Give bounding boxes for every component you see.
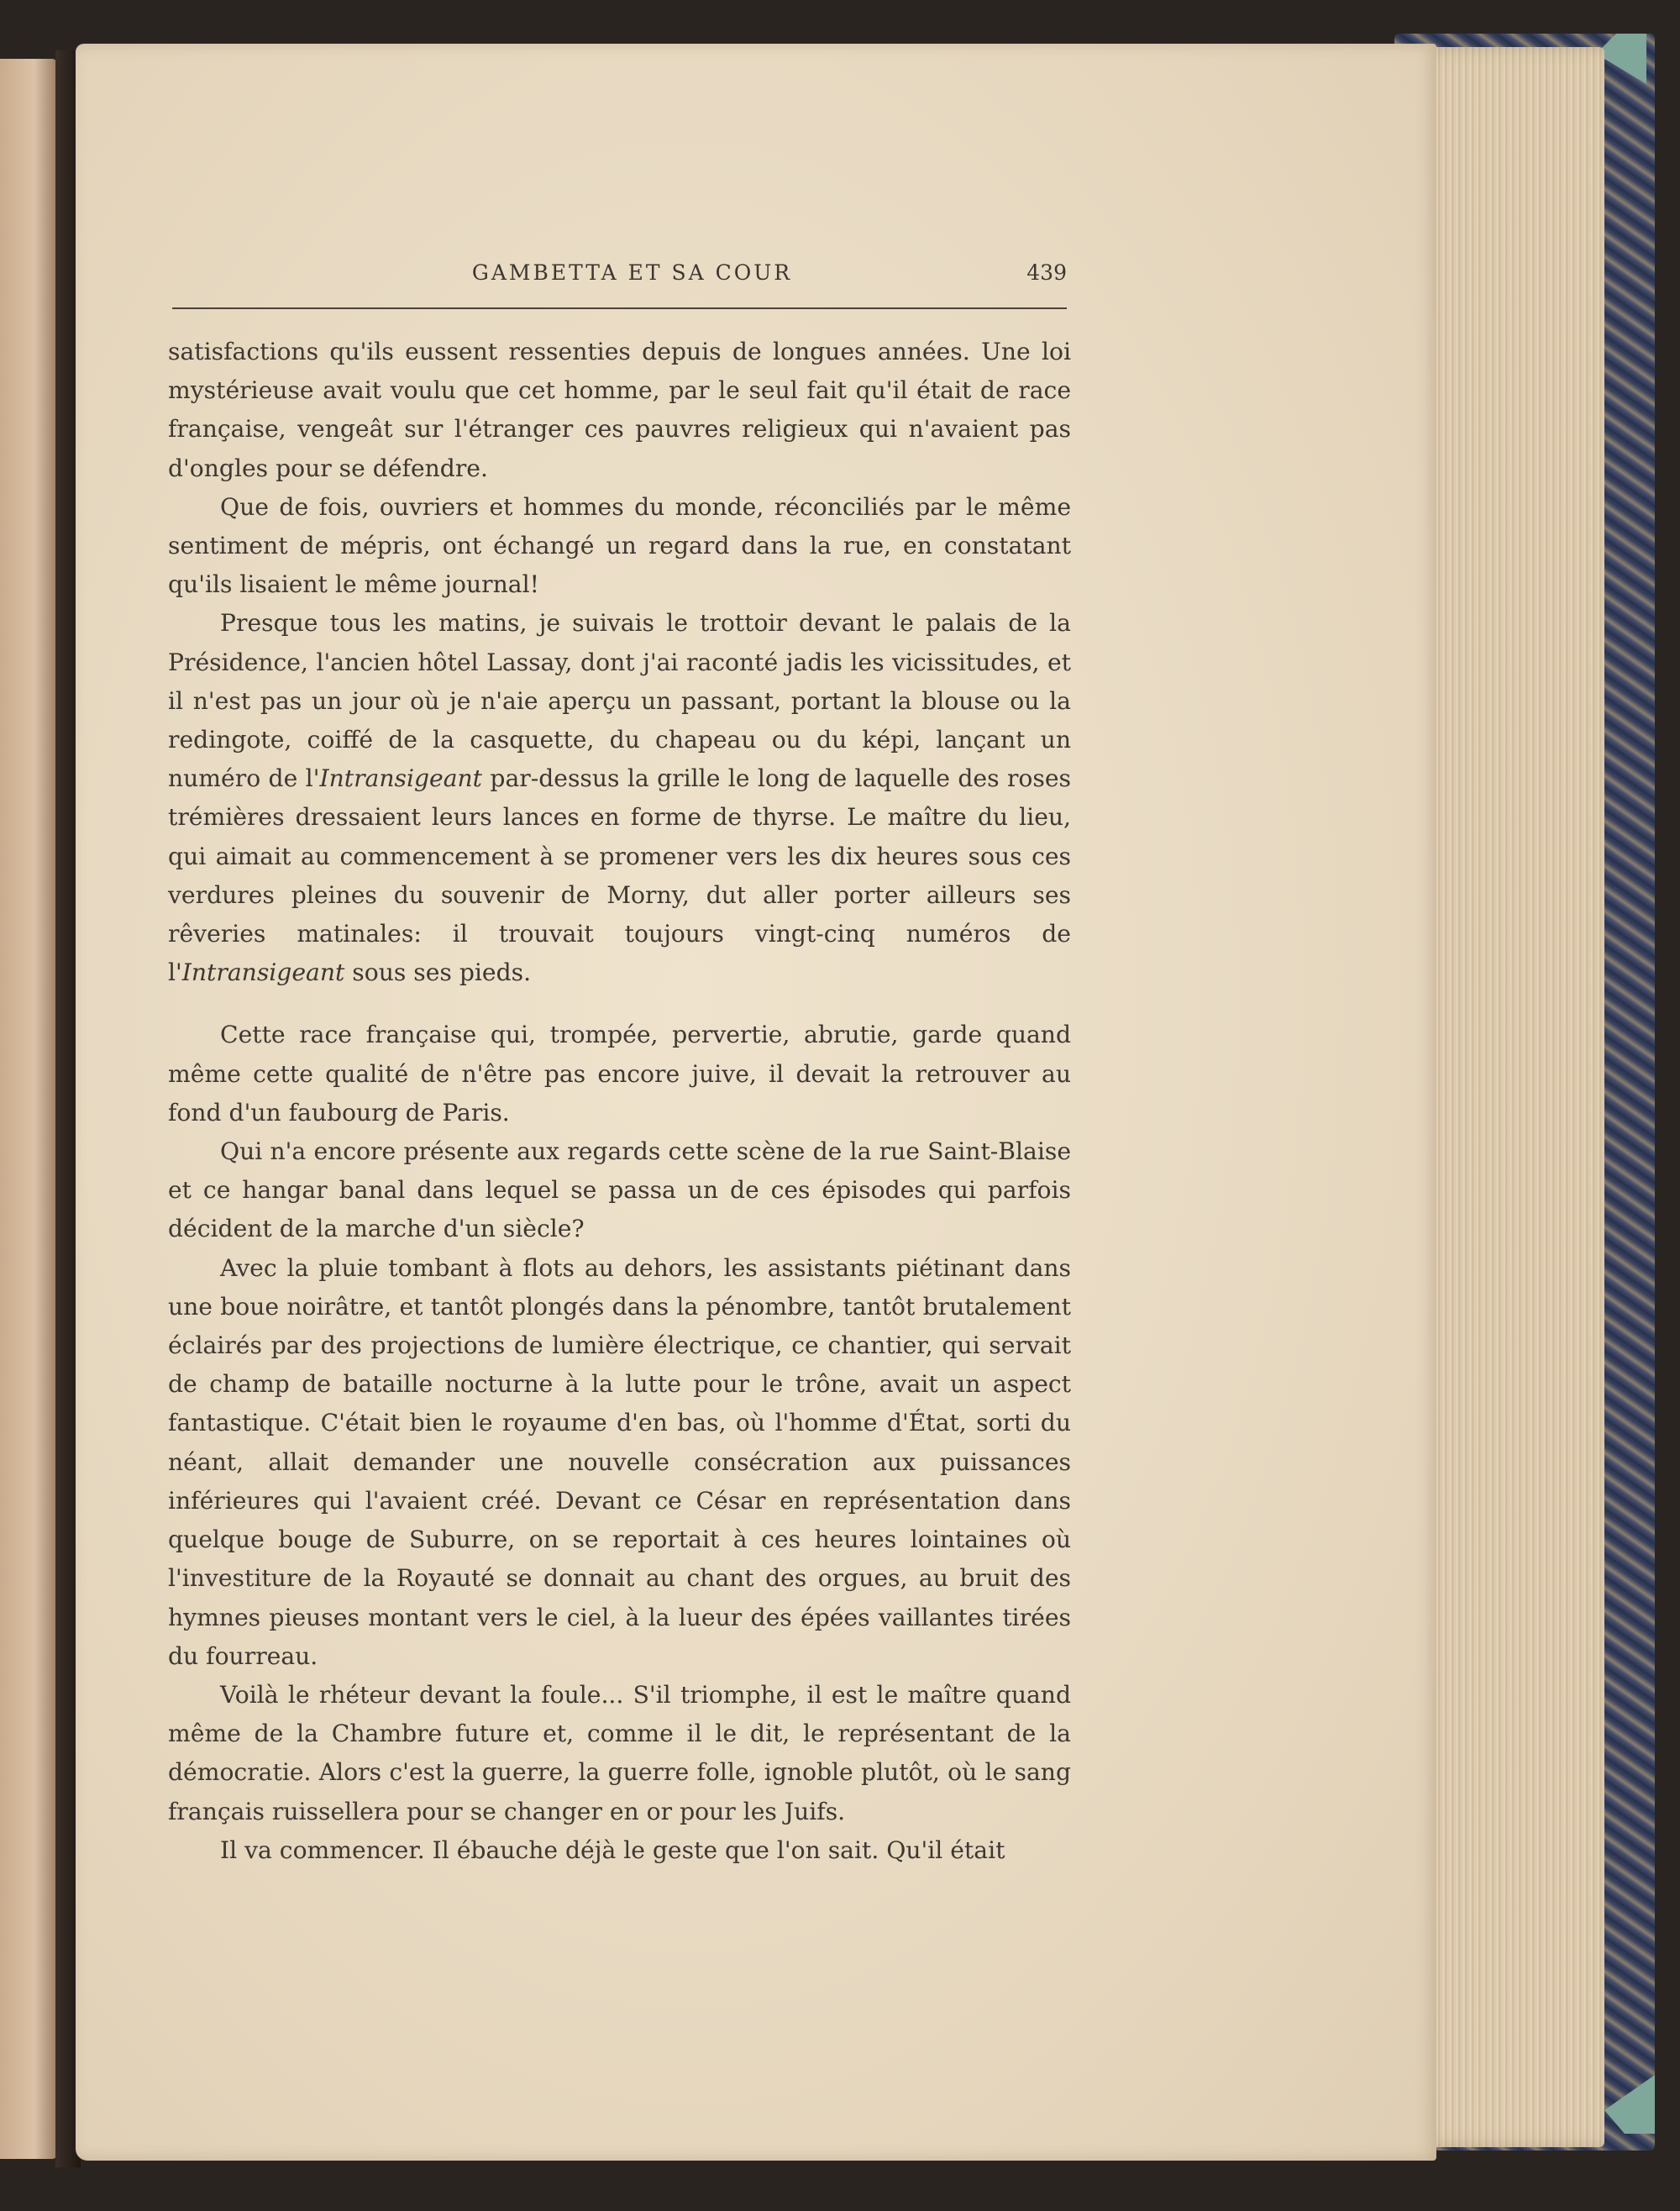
paragraph-2: Que de fois, ouvriers et hommes du monde, réconciliés par le même sentiment de mépris, ont échangé un regard dans la rue, en constatant qu'ils lisaient le même journal! bbox=[168, 492, 1071, 599]
running-title: GAMBETTA ET SA COUR bbox=[471, 260, 793, 285]
italic-title-intransigeant-2: Intransigeant bbox=[181, 958, 345, 987]
left-page-edge bbox=[0, 59, 57, 2159]
paragraph-3-part-3: sous ses pieds. bbox=[344, 958, 532, 987]
paragraph-5: Qui n'a encore présente aux regards cette scène de la rue Saint-Blaise et ce hangar banal dans lequel se passa un de ces épisodes qui parfois décident de la marche d'un siècle? bbox=[168, 1137, 1071, 1243]
paragraph-3 bbox=[168, 604, 1071, 992]
paragraph-8: Il va commencer. Il ébauche déjà le geste que l'on sait. Qu'il était bbox=[220, 1835, 1005, 1864]
italic-title-intransigeant-1: Intransigeant bbox=[319, 764, 482, 793]
paragraph-4: Cette race française qui, trompée, pervertie, abrutie, garde quand même cette qualité de n'être pas encore juive, il devait la retrouver au fond d'un faubourg de Paris. bbox=[168, 1021, 1071, 1127]
paragraph-6: Avec la pluie tombant à flots au dehors, les assistants piétinant dans une boue noirâtre, et tantôt plongés dans la pénombre, tantôt brutalement éclairés par des projections de lumière électrique, ce chantier, qui servait de champ de bataille nocturne à la lutte pour le trône, avait un aspect fantastique. C'était bien le royaume d'en bas, où l'homme d'État, sorti du néant, allait demander une nouvelle consécration aux puissances inférieures qui l'avaient créé. Devant ce César en représentation dans quelque bouge de Suburre, on se reportait à ces heures lointaines où l'investiture de la Royauté se donnait au chant des orgues, au bruit des hymnes pieuses montant vers le ciel, à la lueur des épées vaillantes tirées du fourreau. bbox=[168, 1253, 1071, 1670]
running-head bbox=[172, 260, 1067, 302]
paragraph-3-part-1: Presque tous les matins, je suivais le trottoir devant le palais de la Présidence, l'ancien hôtel Lassay, dont j'ai raconté jadis les vicissitudes, et il n'est pas un jour où je n'aie aperçu un passant, portant la blouse ou la redingote, coiffé de la casquette, du chapeau ou du képi, lançant un numéro de l' bbox=[168, 609, 1071, 793]
header-rule bbox=[172, 307, 1067, 309]
paragraph-1: satisfactions qu'ils eussent ressenties depuis de longues années. Une loi mystérieuse avait voulu que cet homme, par le seul fait qu'il était de race française, vengeât sur l'étranger ces pauvres religieux qui n'avaient pas d'ongles pour se défendre. bbox=[168, 338, 1071, 482]
paragraph-7: Voilà le rhéteur devant la foule... S'il triomphe, il est le maître quand même de la Chambre future et, comme il le dit, le représentant de la démocratie. Alors c'est la guerre, la guerre folle, ignoble plutôt, où le sang français ruissellera pour se changer en or pour les Juifs. bbox=[168, 1680, 1071, 1825]
page-number: 439 bbox=[1026, 260, 1067, 285]
paragraph-3-part-2: par-dessus la grille le long de laquelle des roses trémières dressaient leurs lances en forme de thyrse. Le maître du lieu, qui aimait au commencement à se promener vers les dix heures sous ces verdures pleines du souvenir de Morny, dut aller porter ailleurs ses rêveries matinales: il trouvait toujours vingt-cinq numéros de l' bbox=[168, 764, 1072, 987]
body-text bbox=[168, 333, 1071, 1870]
